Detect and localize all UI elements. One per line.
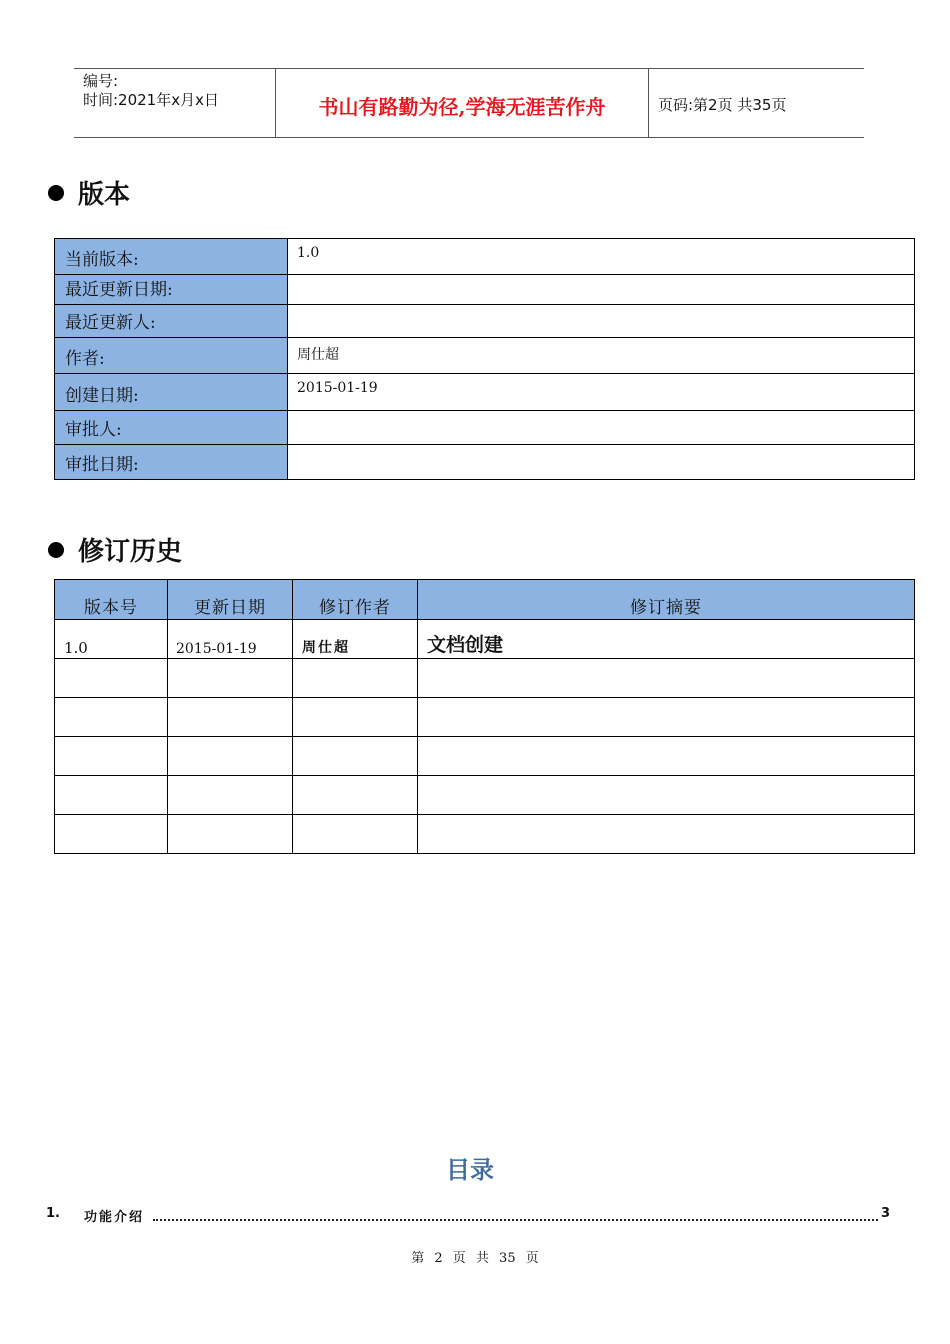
field-label: 最近更新人: (55, 305, 288, 338)
toc-title: 目录 (446, 1156, 494, 1184)
table-row (55, 411, 915, 445)
header-meta-cell (74, 69, 276, 137)
cell-version (55, 776, 168, 815)
table-row (55, 737, 915, 776)
field-value (288, 305, 915, 338)
field-value (288, 445, 915, 480)
cell-date (168, 737, 293, 776)
table-row (55, 659, 915, 698)
cell-author (293, 776, 418, 815)
field-label: 最近更新日期: (55, 275, 288, 305)
toc-leader-dots (153, 1219, 878, 1221)
doc-date: 时间:2021年x月x日 (83, 91, 219, 109)
bullet-icon (48, 185, 64, 201)
cell-version (55, 815, 168, 854)
version-section-title (48, 174, 130, 211)
column-header-author: 修订作者 (293, 580, 418, 620)
field-value: 周仕超 (288, 338, 915, 374)
cell-summary: 文档创建 (418, 620, 915, 659)
cell-version (55, 737, 168, 776)
cell-author (293, 659, 418, 698)
field-value: 1.0 (288, 239, 915, 275)
cell-author (293, 737, 418, 776)
table-row (55, 239, 915, 275)
column-header-version: 版本号 (55, 580, 168, 620)
field-value (288, 275, 915, 305)
doc-number-label: 编号: (83, 72, 119, 90)
cell-date (168, 659, 293, 698)
table-row (55, 776, 915, 815)
motto-text: 书山有路勤为径,学海无涯苦作舟 (318, 95, 606, 119)
page-code: 页码:第2页 共35页 (658, 96, 787, 114)
revision-section-title (48, 531, 182, 568)
column-header-date: 更新日期 (168, 580, 293, 620)
cell-date (168, 698, 293, 737)
field-value (288, 411, 915, 445)
cell-date (168, 815, 293, 854)
table-row (55, 445, 915, 480)
toc-entry-page: 3 (880, 1206, 890, 1221)
bullet-icon (48, 542, 64, 558)
page-footer: 第 2 页 共 35 页 (411, 1251, 539, 1266)
cell-author (293, 698, 418, 737)
cell-author: 周仕超 (293, 620, 418, 659)
version-title-text: 版本 (78, 180, 131, 210)
document-header (74, 68, 864, 138)
table-row (55, 305, 915, 338)
cell-date (168, 776, 293, 815)
version-table (54, 238, 915, 480)
cell-summary (418, 737, 915, 776)
toc-entry[interactable] (46, 1206, 890, 1226)
table-header-row (55, 580, 915, 620)
cell-version (55, 698, 168, 737)
revision-table (54, 579, 915, 854)
table-row (55, 698, 915, 737)
field-label: 审批人: (55, 411, 288, 445)
table-row (55, 374, 915, 411)
cell-author (293, 815, 418, 854)
field-label: 创建日期: (55, 374, 288, 411)
cell-summary (418, 776, 915, 815)
field-value: 2015-01-19 (288, 374, 915, 411)
cell-date: 2015-01-19 (168, 620, 293, 659)
cell-summary (418, 698, 915, 737)
cell-summary (418, 659, 915, 698)
header-motto-cell (276, 69, 649, 137)
field-label: 审批日期: (55, 445, 288, 480)
header-page-cell (649, 69, 864, 137)
cell-version (55, 659, 168, 698)
table-row (55, 275, 915, 305)
field-label: 当前版本: (55, 239, 288, 275)
field-label: 作者: (55, 338, 288, 374)
table-row (55, 338, 915, 374)
cell-version: 1.0 (55, 620, 168, 659)
toc-entry-number: 1. (46, 1206, 60, 1221)
revision-title-text: 修订历史 (78, 537, 183, 567)
table-row (55, 620, 915, 659)
toc-entry-label: 功能介绍 (84, 1206, 146, 1225)
cell-summary (418, 815, 915, 854)
column-header-summary: 修订摘要 (418, 580, 915, 620)
table-row (55, 815, 915, 854)
